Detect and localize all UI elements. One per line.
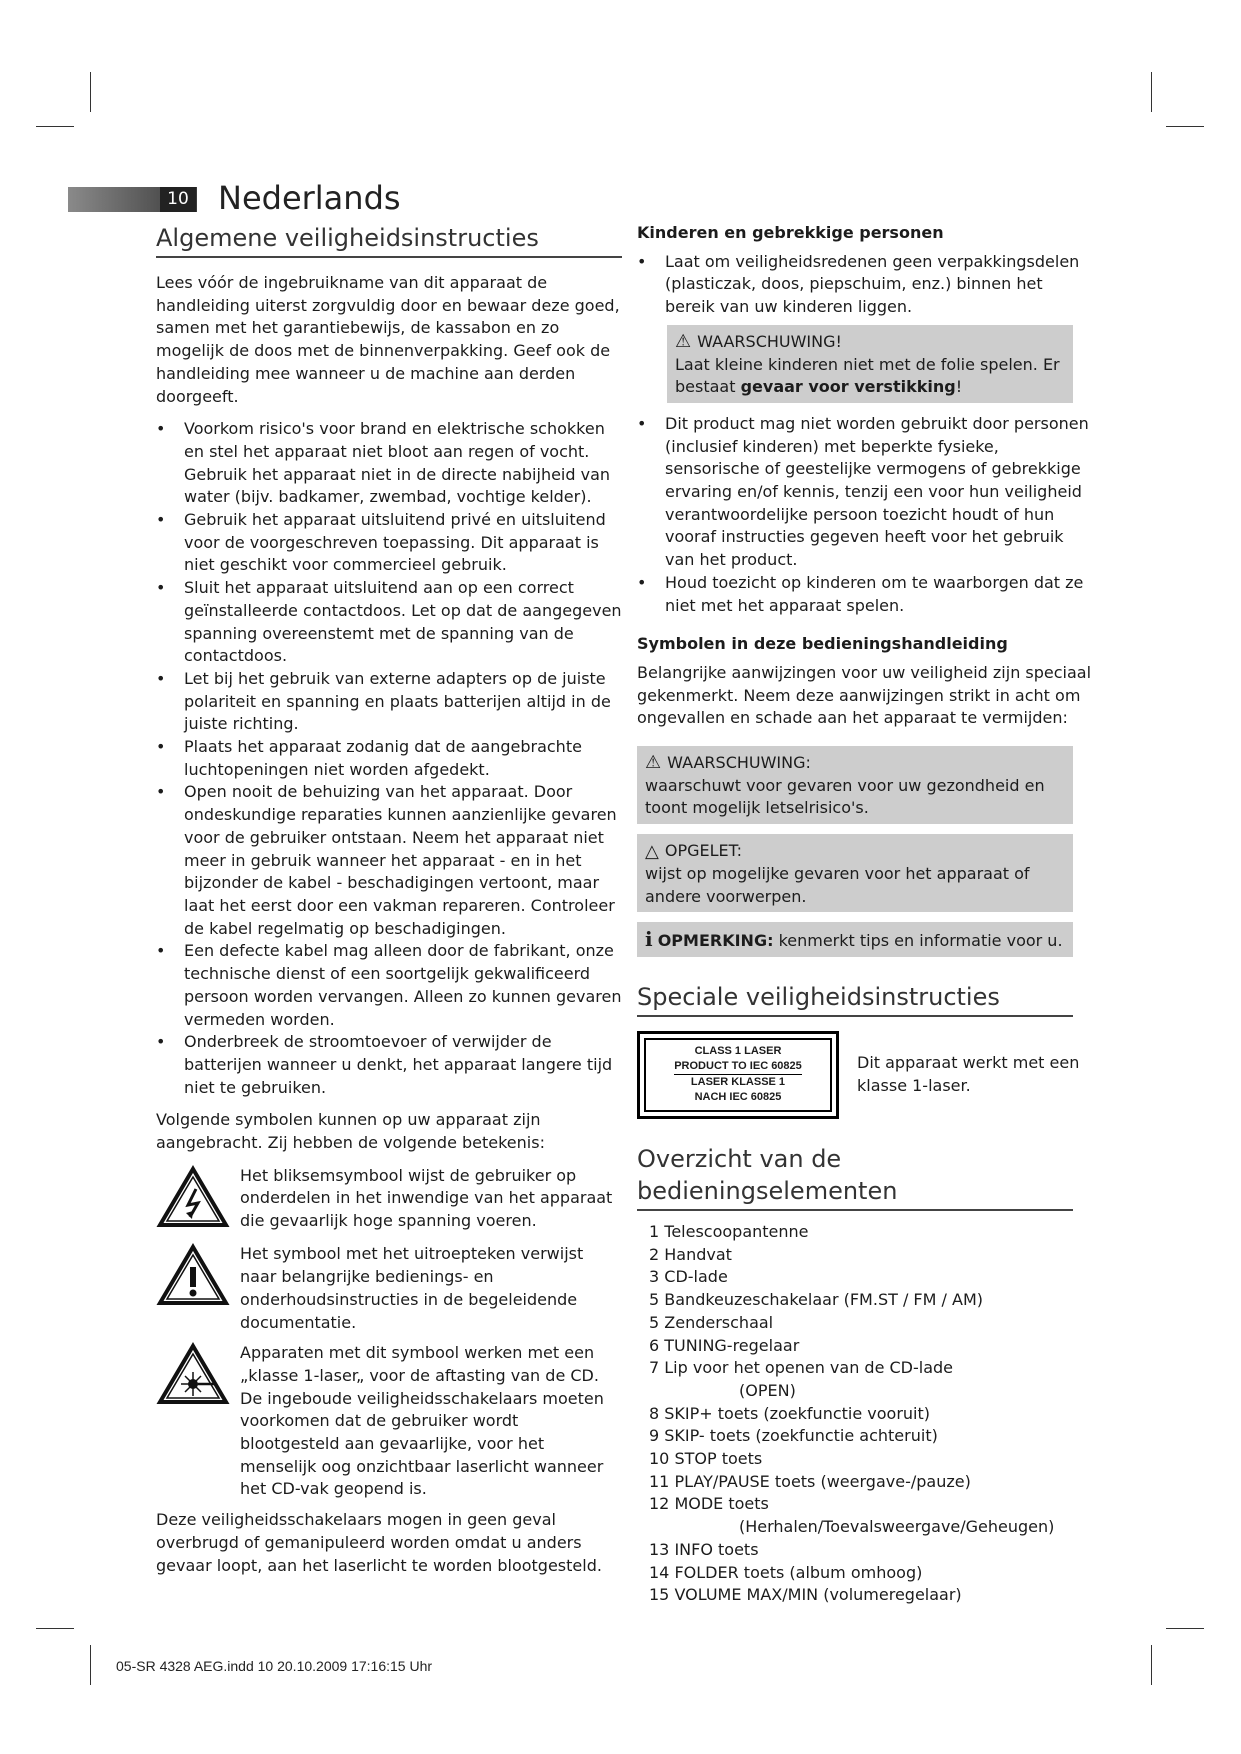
list-item: • Plaats het apparaat zodanig dat de aangebrachte luchtopeningen niet worden afgedekt.	[156, 736, 622, 781]
laser-label-line: NACH IEC 60825	[694, 1091, 782, 1104]
list-item: 14 FOLDER toets (album omhoog)	[649, 1562, 923, 1582]
symbols-paragraph: Belangrijke aanwijzingen voor uw veiligheid zijn speciaal gekenmerkt. Neem deze aanwijzingen strikt in acht om ongevallen en schade aan het apparaat te vermijden:	[637, 662, 1092, 728]
warning-text: waarschuwt voor gevaren voor uw gezondheid en toont mogelijk letselrisico's.	[645, 775, 1045, 818]
section-title-children: Kinderen en gebrekkige personen	[637, 223, 944, 242]
symbol-row	[156, 1243, 622, 1334]
symbols-intro: Volgende symbolen kunnen op uw apparaat zijn aangebracht. Zij hebben de volgende betekenis:	[156, 1110, 545, 1153]
note-title: OPMERKING:	[657, 931, 774, 951]
list-item: 10 STOP toets	[649, 1449, 763, 1469]
laser-description: Dit apparaat werkt met een klasse 1-laser.	[857, 1053, 1080, 1095]
list-item: • Houd toezicht op kinderen om te waarborgen dat ze niet met het apparaat spelen.	[637, 572, 1095, 617]
intro-paragraph: Lees vóór de ingebruikname van dit apparaat de handleiding uiterst zorgvuldig door en bewaar deze goed, samen met het garantiebewijs, de kassabon en zo mogelijk de doos met de binnenverpakking. Geef ook de handleiding mee wanneer u de machine aan derden doorgeeft.	[156, 273, 620, 406]
crop-mark	[1166, 1628, 1204, 1629]
info-icon: i	[645, 927, 653, 952]
laser-warning-icon	[156, 1342, 230, 1501]
list-item: 15 VOLUME MAX/MIN (volumeregelaar)	[649, 1585, 962, 1605]
symbol-description: Het symbool met het uitroepteken verwijst naar belangrijke bedienings- en onderhoudsinstructies in de begeleidende documentatie.	[240, 1244, 584, 1332]
symbol-description: Het bliksemsymbool wijst de gebruiker op onderdelen in het inwendige van het apparaat die gevaarlijk hoge spanning voeren.	[240, 1165, 613, 1231]
warning-title: WAARSCHUWING:	[667, 753, 811, 773]
list-item: • Gebruik het apparaat uitsluitend privé en uitsluitend voor de voorgeschreven toepassing. Dit apparaat is niet geschikt voor commercieel gebruik.	[156, 509, 622, 577]
laser-label-line: PRODUCT TO IEC 60825	[674, 1059, 802, 1075]
list-item: 7 Lip voor het openen van de CD-lade	[649, 1358, 954, 1378]
warning-box-suffocation	[667, 325, 1073, 403]
warning-title: WAARSCHUWING!	[697, 331, 842, 351]
section-title-controls-overview: Overzicht van de bedieningselementen	[637, 1143, 1073, 1211]
warning-text: Laat kleine kinderen niet met de folie spelen. Er bestaat gevaar voor verstikking!	[675, 354, 1060, 397]
list-item: • Open nooit de behuizing van het apparaat. Door ondeskundige reparaties kunnen aanzienlijke gevaren voor de gebruiker ontstaan. Neem het apparaat niet meer in gebruik wanneer het apparaat - en in het bijzonder de kabel - beschadigingen vertoont, maar laat het eerst door een vakman repareren. Controleer de kabel regelmatig op beschadigingen.	[156, 781, 622, 940]
page-language-title: Nederlands	[218, 179, 401, 217]
list-item: • Dit product mag niet worden gebruikt door personen (inclusief kinderen) met beperkte fysieke, sensorische of geestelijke vermogens of gebrekkige ervaring en/of kennis, tenzij een voor hun veiligheid verantwoordelijke persoon toezicht houdt of hun vooraf instructies gegeven heeft voor het gebruik van het product.	[637, 413, 1095, 572]
caution-text: wijst op mogelijke gevaren voor het apparaat of andere voorwerpen.	[645, 863, 1030, 906]
list-item: 11 PLAY/PAUSE toets (weergave-/pauze)	[649, 1471, 971, 1491]
laser-class-label	[637, 1031, 839, 1119]
symbol-row	[156, 1165, 622, 1236]
laser-label-line: LASER KLASSE 1	[690, 1076, 786, 1089]
crop-mark	[1166, 126, 1204, 127]
crop-mark	[1151, 1645, 1152, 1685]
crop-mark	[1151, 72, 1152, 112]
list-item: 9 SKIP- toets (zoekfunctie achteruit)	[649, 1426, 938, 1446]
list-item: • Onderbreek de stroomtoevoer of verwijder de batterijen wanneer u denkt, het apparaat langere tijd niet te gebruiken.	[156, 1031, 622, 1099]
children-bullet-list	[637, 251, 1095, 319]
children-bullet-list-2	[637, 413, 1095, 617]
list-item: 13 INFO toets	[649, 1539, 759, 1559]
section-title-general-safety: Algemene veiligheidsinstructies	[156, 222, 622, 258]
page-number: 10	[160, 187, 196, 212]
warning-triangle-icon: ⚠	[675, 331, 692, 353]
list-item: • Let bij het gebruik van externe adapters op de juiste polariteit en spanning en plaats batterijen altijd in de juiste richting.	[156, 668, 622, 736]
right-column	[637, 222, 1095, 1607]
note-box	[637, 922, 1073, 957]
symbol-description: Apparaten met dit symbool werken met een „klasse 1-laser„ voor de aftasting van de CD. De ingeboude veiligheidsschakelaars moeten voorkomen dat de gebruiker wordt blootgesteld aan gevaarlijke, voor het menselijk oog onzichtbaar laserlicht wanneer het CD-vak geopend is.	[240, 1343, 604, 1499]
list-item: 5 Bandkeuzeschakelaar (FM.ST / FM / AM)	[649, 1290, 983, 1310]
caution-triangle-icon: △	[645, 840, 659, 862]
warning-box-health	[637, 746, 1073, 824]
list-item: 12 MODE toets	[649, 1494, 769, 1514]
crop-mark	[90, 1645, 91, 1685]
list-item: (Herhalen/Toevalsweergave/Geheugen)	[739, 1517, 1055, 1537]
caution-box	[637, 834, 1073, 912]
section-title-special-safety: Speciale veiligheidsinstructies	[637, 981, 1073, 1017]
list-item: • Sluit het apparaat uitsluitend aan op een correct geïnstalleerde contactdoos. Let op dat de aangegeven spanning overeenstemt met de spanning van de contactdoos.	[156, 577, 622, 668]
list-item: 5 Zenderschaal	[649, 1312, 774, 1332]
crop-mark	[36, 126, 74, 127]
crop-mark	[36, 1628, 74, 1629]
note-text: kenmerkt tips en informatie voor u.	[773, 931, 1063, 951]
print-footer: 05-SR 4328 AEG.indd 10 20.10.2009 17:16:15 Uhr	[116, 1658, 433, 1674]
list-item: 3 CD-lade	[649, 1267, 728, 1287]
list-item: • Voorkom risico's voor brand en elektrische schokken en stel het apparaat niet bloot aan regen of vocht. Gebruik het apparaat niet in de directe nabijheid van water (bijv. badkamer, zwembad, vochtige kelder).	[156, 418, 622, 509]
laser-label-line: CLASS 1 LASER	[694, 1045, 782, 1058]
section-title-symbols: Symbolen in deze bedieningshandleiding	[637, 634, 1008, 654]
list-item: (OPEN)	[739, 1380, 796, 1400]
list-item: 2 Handvat	[649, 1244, 732, 1264]
warning-triangle-icon: ⚠	[645, 752, 662, 774]
safety-bullet-list	[156, 418, 622, 1099]
closing-paragraph: Deze veiligheidsschakelaars mogen in geen geval overbrugd of gemanipuleerd worden omdat u anders gevaar loopt, aan het laserlicht te worden blootgesteld.	[156, 1510, 602, 1575]
list-item: 6 TUNING-regelaar	[649, 1335, 800, 1355]
list-item: • Een defecte kabel mag alleen door de fabrikant, onze technische dienst of een soortgelijk gekwalificeerd persoon worden vervangen. Alleen zo kunnen gevaren vermeden worden.	[156, 940, 622, 1031]
laser-section	[637, 1031, 1095, 1119]
list-item: 1 Telescoopantenne	[649, 1221, 809, 1241]
lightning-warning-icon	[156, 1165, 230, 1236]
caution-title: OPGELET:	[664, 841, 743, 861]
symbol-row	[156, 1342, 622, 1501]
controls-list	[637, 1221, 1095, 1607]
crop-mark	[90, 72, 91, 112]
left-column	[156, 222, 622, 1587]
exclamation-warning-icon	[156, 1243, 230, 1334]
list-item: 8 SKIP+ toets (zoekfunctie vooruit)	[649, 1403, 930, 1423]
list-item: • Laat om veiligheidsredenen geen verpakkingsdelen (plasticzak, doos, piepschuim, enz.) binnen het bereik van uw kinderen liggen.	[637, 251, 1095, 319]
